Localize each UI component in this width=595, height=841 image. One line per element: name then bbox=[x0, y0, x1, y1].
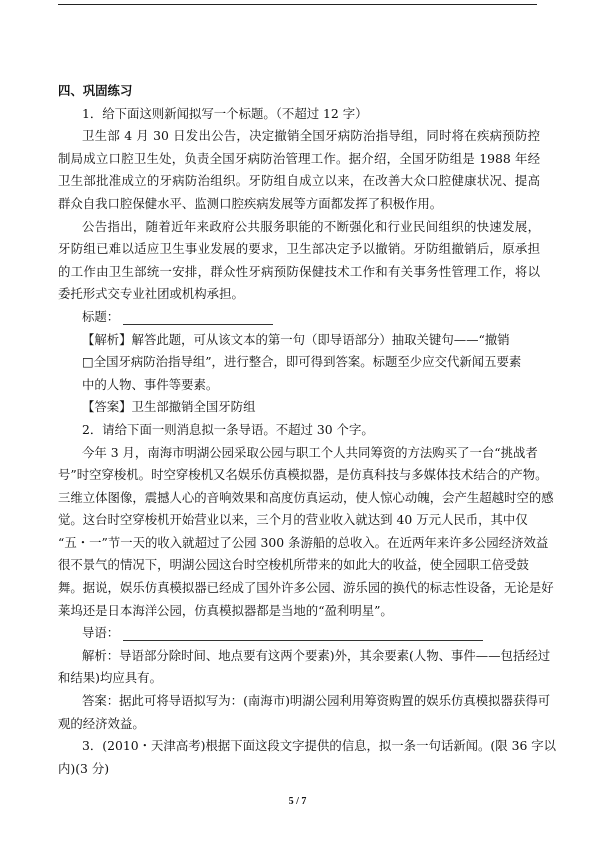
lead-label: 导语： bbox=[82, 625, 120, 641]
page-number: 5 / 7 bbox=[288, 796, 307, 807]
q2-news-line-8: 莱坞还是日本海洋公园，仿真模拟器都是当地的“盈利明星”。 bbox=[58, 602, 393, 618]
q2-analysis-line-2: 和结果)均应具有。 bbox=[58, 670, 162, 686]
q2-prompt: 2．请给下面一则消息拟一条导语。不超过 30 个字。 bbox=[82, 421, 374, 437]
q1-answer: 【答案】卫生部撤销全国牙防组 bbox=[82, 399, 256, 415]
q2-news-line-6: 很不景气的情况下，明湖公园这台时空梭机所带来的如此大的收益，使全园职工倍受鼓 bbox=[58, 557, 529, 573]
title-label: 标题： bbox=[82, 308, 120, 324]
q2-news-line-4: 觉。这台时空穿梭机开始营业以来，三个月的营业收入就达到 40 万元人民币，其中仅 bbox=[58, 512, 528, 528]
q1-prompt: 1．给下面这则新闻拟写一个标题。（不超过 12 字） bbox=[82, 105, 368, 121]
q1-title-line bbox=[58, 306, 540, 329]
header-rule bbox=[58, 4, 537, 5]
q2-lead-line bbox=[58, 622, 540, 645]
q2-news-line-5: “五・一”节一天的收入就超过了公园 300 条游船的总收入。在近两年来许多公园经济效益 bbox=[58, 534, 549, 550]
q1-analysis-line-2: □全国牙病防治指导组”，进行整合，即可得到答案。标题至少应交代新闻五要素 bbox=[82, 354, 522, 370]
q2-analysis-line-1: 解析：导语部分除时间、地点要有这两个要素)外，其余要素(人物、事件——包括经过 bbox=[82, 647, 551, 663]
q1-analysis-line-1: 【解析】解答此题，可从该文本的第一句（即导语部分）抽取关键句——“撤销 bbox=[82, 331, 510, 347]
page-content bbox=[58, 80, 557, 780]
q2-news-line-3: 三维立体图像，震撼人心的音响效果和高度仿真运动，使人惊心动魄，会产生超越时空的感 bbox=[58, 489, 554, 505]
q2-news-line-2: 号”时空穿梭机。时空穿梭机又名娱乐仿真模拟器，是仿真科技与多媒体技术结合的产物。 bbox=[58, 467, 548, 483]
title-blank bbox=[123, 310, 273, 325]
q1-news-paragraph-2: 公告指出，随着近年来政府公共服务职能的不断强化和行业民间组织的快速发展，牙防组已难以适应卫生事业发展的要求，卫生部决定予以撤销。牙防组撤销后，原承担的工作由卫生部统一安排，群众性牙病预防保健技术工作和有关事务性管理工作，将以委托形式交专业社团或机构承担。 bbox=[58, 218, 540, 302]
q3-prompt-line-2: 内)(3 分) bbox=[58, 760, 110, 776]
q1-news-paragraph-1: 卫生部 4 月 30 日发出公告，决定撤销全国牙病防治指导组，同时将在疾病预防控制局成立口腔卫生处，负责全国牙病防治管理工作。据介绍，全国牙防组是 1988 年经卫生部批准成立的牙病防治组织。牙防组自成立以来，在改善大众口腔健康状况、提高群众自我口腔保健水平、监测口腔疾病发展等方面都发挥了积极作用。 bbox=[58, 128, 540, 211]
q1-analysis-line-3: 中的人物、事件等要素。 bbox=[82, 376, 219, 392]
q3-prompt-line-1: 3．(2010・天津高考)根据下面这段文字提供的信息，拟一条一句话新闻。(限 36 字以 bbox=[82, 738, 557, 754]
q2-answer-line-1: 答案：据此可将导语拟写为：(南海市)明湖公园利用筹资购置的娱乐仿真模拟器获得可 bbox=[82, 693, 551, 709]
q2-news-line-1: 今年 3 月，南海市明湖公园采取公园与职工个人共同筹资的方法购买了一台“挑战者 bbox=[82, 444, 538, 460]
lead-blank bbox=[123, 626, 483, 641]
section-heading: 四、巩固练习 bbox=[58, 83, 133, 98]
q2-answer-line-2: 观的经济效益。 bbox=[58, 715, 145, 731]
q2-news-line-7: 舞。据说，娱乐仿真模拟器已经成了国外许多公园、游乐园的换代的标志性设备，无论是好 bbox=[58, 580, 554, 596]
